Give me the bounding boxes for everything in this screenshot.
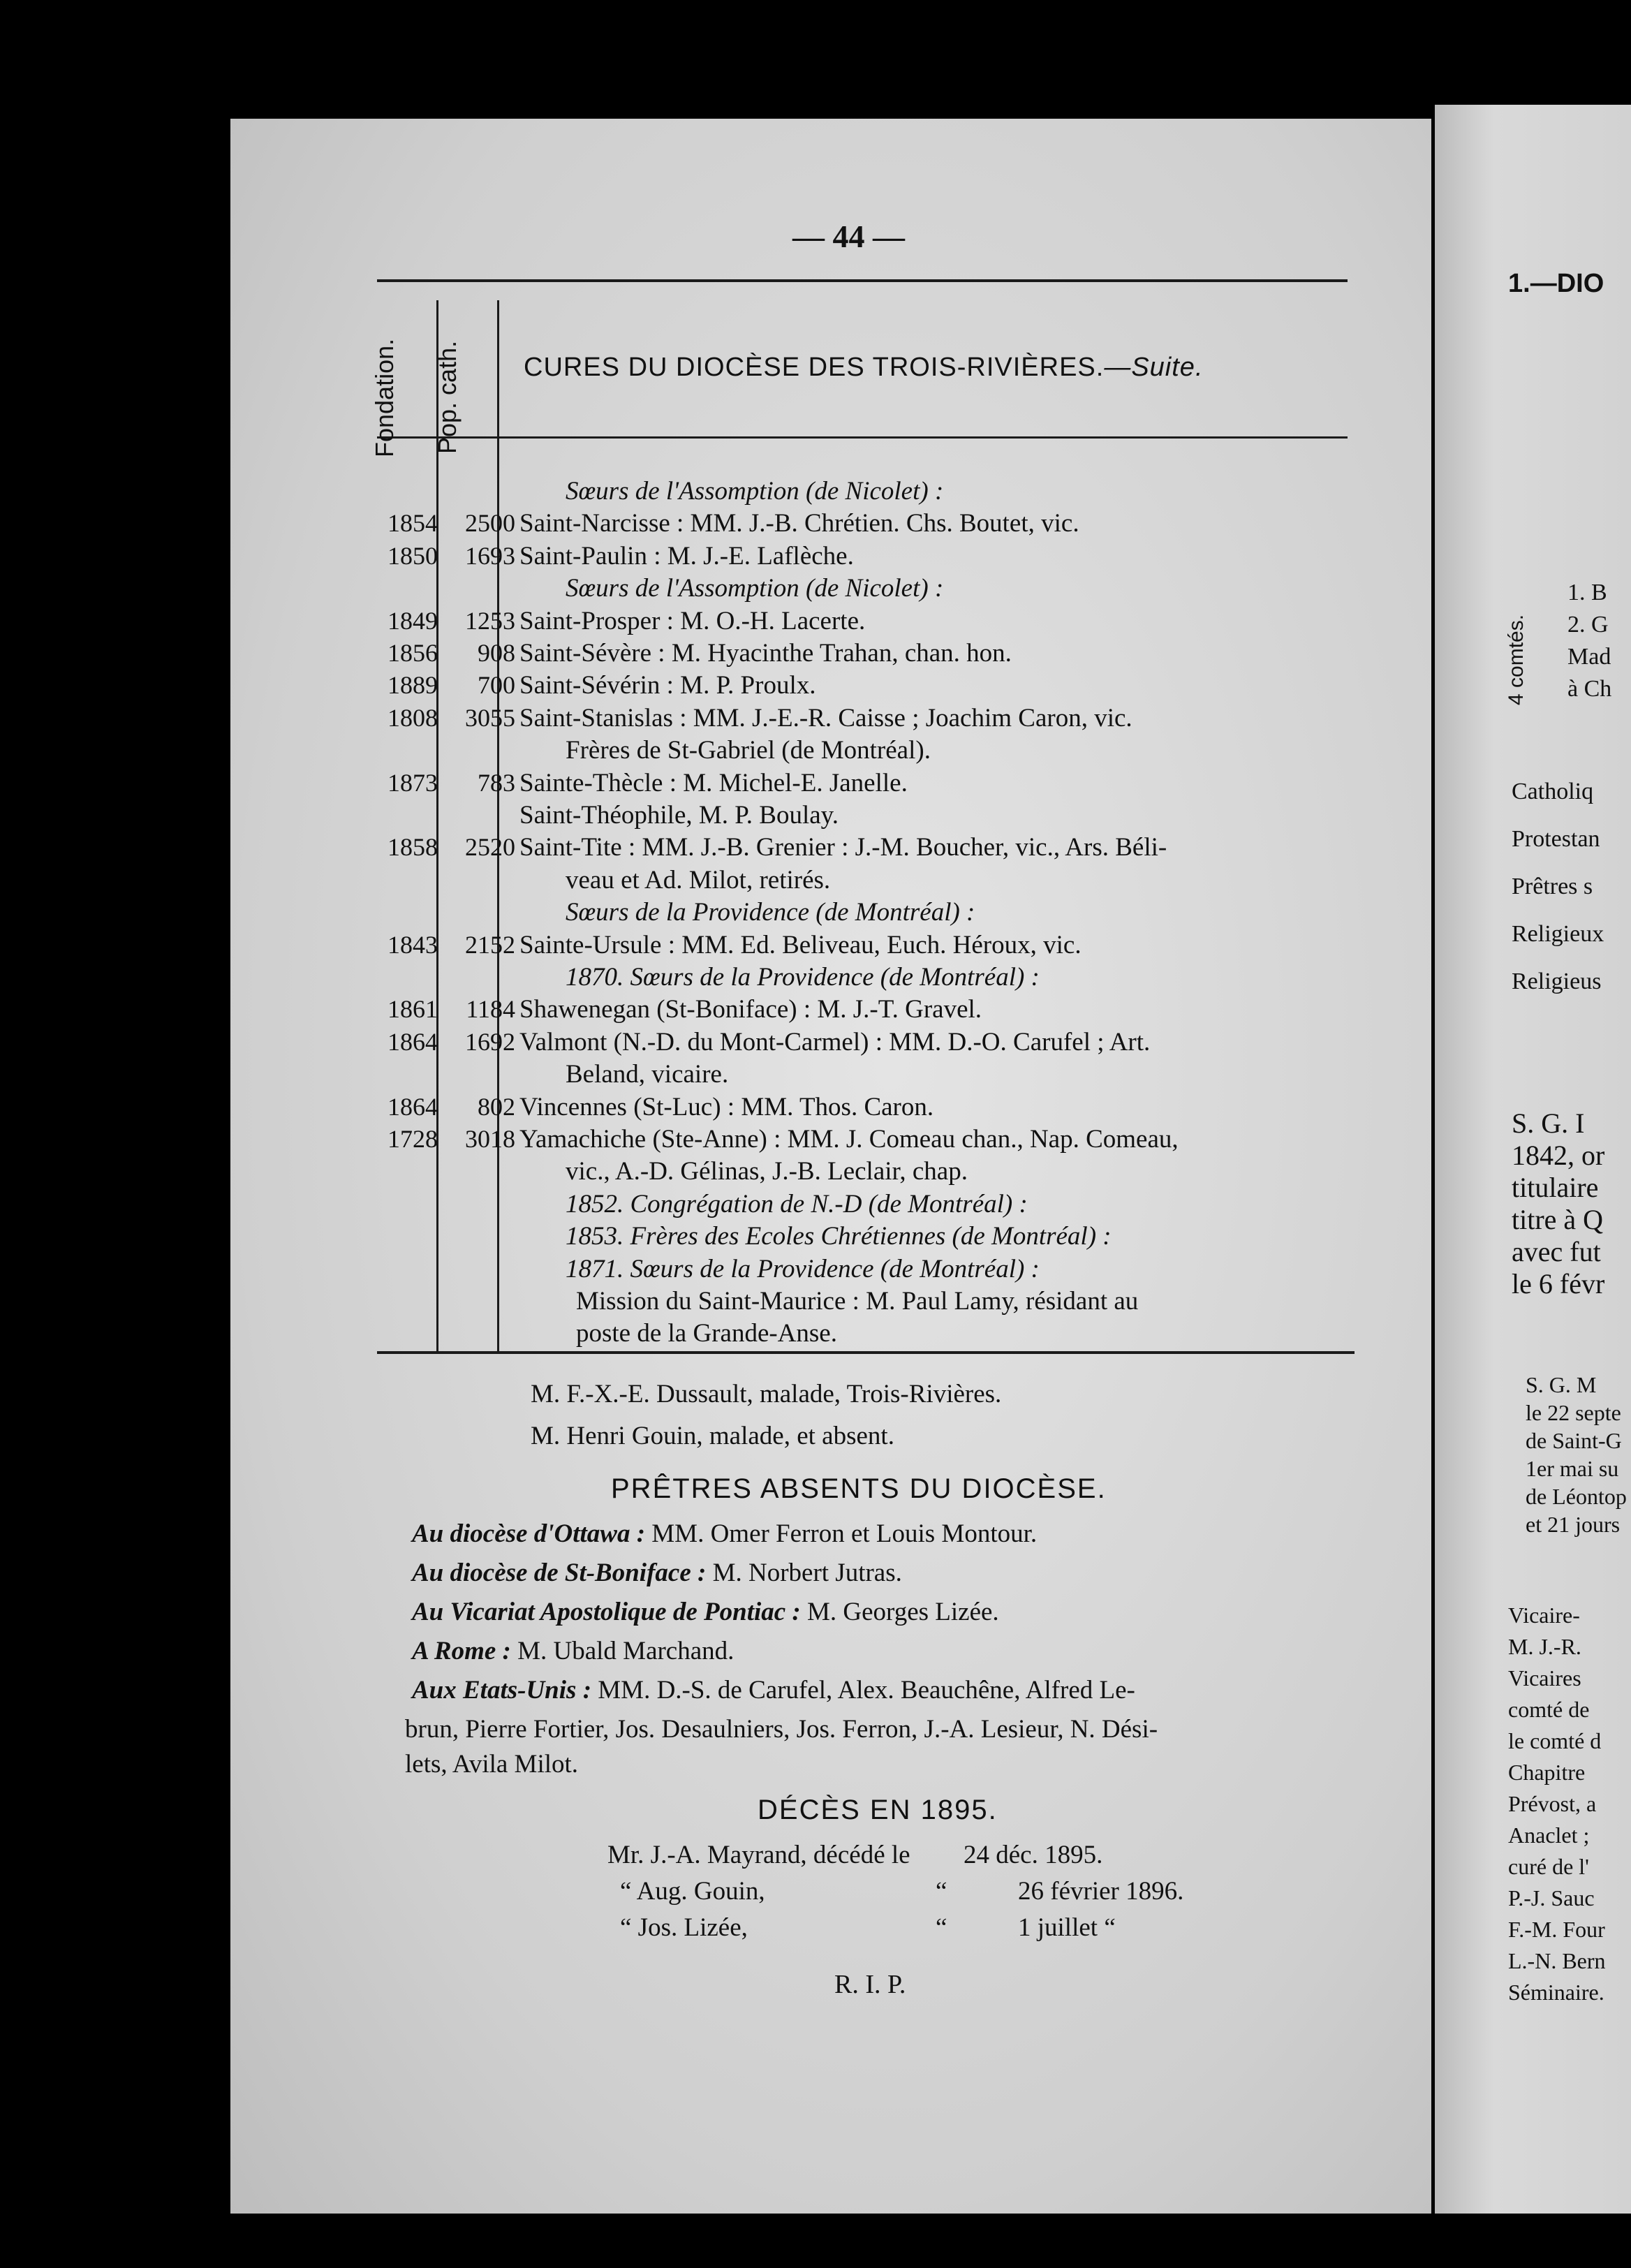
foundation-year: 1864 (388, 1092, 438, 1121)
catholic-population: 2152 (465, 930, 515, 959)
absent-section-title: PRÊTRES ABSENTS DU DIOCÈSE. (611, 1473, 1107, 1504)
right-page-county-list (1567, 580, 1631, 719)
table-row (230, 1189, 1431, 1223)
catholic-population: 1184 (466, 995, 515, 1024)
parish-entry: 1871. Sœurs de la Providence (de Montréal) : (566, 1254, 1040, 1283)
death-date: 26 février 1896. (1018, 1877, 1184, 1906)
right-page-paragraph-1 (1512, 1107, 1631, 1330)
right-page-line: Religieus (1512, 969, 1602, 994)
table-row (230, 1092, 1431, 1126)
absent-list (405, 1519, 1389, 1812)
right-page-line: curé de l' (1508, 1854, 1589, 1879)
parish-entry: Vincennes (St-Luc) : MM. Thos. Caron. (519, 1092, 934, 1121)
foundation-year: 1849 (388, 606, 438, 635)
right-page-side-label: 4 comtés. (1505, 614, 1528, 705)
parish-entry: 1852. Congrégation de N.-D (de Montréal) : (566, 1189, 1028, 1218)
right-page-line: Protestan (1512, 826, 1600, 852)
absent-names: MM. Omer Ferron et Louis Montour. (651, 1519, 1038, 1548)
foundation-year: 1889 (388, 671, 438, 700)
absent-place: Aux Etats-Unis : (412, 1676, 592, 1704)
right-page-stats (1512, 779, 1631, 1009)
right-page-line: Séminaire. (1508, 1980, 1604, 2005)
parish-entry: Saint-Tite : MM. J.-B. Grenier : J.-M. Boucher, vic., Ars. Béli- (519, 833, 1167, 862)
header-bottom-rule (377, 436, 1348, 439)
table-row (230, 1027, 1431, 1061)
table-row (230, 1254, 1431, 1288)
right-page-paragraph-3 (1508, 1603, 1631, 2022)
right-page-line: M. J.-R. (1508, 1634, 1581, 1659)
right-page-line: le 22 septe (1526, 1400, 1621, 1425)
absent-entry (412, 1558, 902, 1588)
right-page-line: titre à Q (1512, 1204, 1604, 1235)
parish-entry: Saint-Paulin : M. J.-E. Laflèche. (519, 541, 854, 570)
table-row (230, 541, 1431, 575)
parish-entry: Frères de St-Gabriel (de Montréal). (566, 736, 931, 765)
parish-entry: poste de la Grande-Anse. (576, 1319, 837, 1348)
right-page-line: 2. G (1567, 612, 1609, 638)
absent-place: Au diocèse de St-Boniface : (412, 1559, 707, 1587)
right-page-line: Chapitre (1508, 1760, 1586, 1785)
table-title-main: CURES DU DIOCÈSE DES TROIS-RIVIÈRES. (524, 353, 1105, 382)
table-row (230, 1221, 1431, 1255)
death-date: 24 déc. 1895. (964, 1841, 1103, 1869)
right-page-line: S. G. I (1512, 1107, 1585, 1139)
table-row (230, 1156, 1431, 1190)
table-row (230, 703, 1431, 737)
right-page-line: P.-J. Sauc (1508, 1885, 1595, 1910)
parish-entry: Saint-Prosper : M. O.-H. Lacerte. (519, 606, 866, 635)
catholic-population: 908 (478, 639, 515, 667)
catholic-population: 1693 (465, 541, 515, 570)
right-page-line: et 21 jours (1526, 1512, 1621, 1537)
death-name: “ Aug. Gouin, (620, 1877, 765, 1906)
catholic-population: 1253 (465, 606, 515, 635)
right-page-line: le comté d (1508, 1728, 1602, 1753)
table-row (230, 1059, 1431, 1093)
right-page-line: titulaire (1512, 1172, 1599, 1203)
absent-place: Au Vicariat Apostolique de Pontiac : (412, 1598, 801, 1626)
absent-names: M. Ubald Marchand. (517, 1637, 735, 1665)
parish-entry: veau et Ad. Milot, retirés. (566, 865, 831, 894)
right-page-paragraph-2 (1526, 1372, 1631, 1582)
table-title (524, 353, 1204, 383)
parish-entry: 1870. Sœurs de la Providence (de Montréal) : (566, 963, 1040, 992)
right-page-line: le 6 févr (1512, 1268, 1605, 1299)
table-row (230, 508, 1431, 542)
absent-continuation: brun, Pierre Fortier, Jos. Desaulniers, Jos. Ferron, J.-A. Lesieur, N. Dési- (405, 1715, 1158, 1744)
table-row (230, 962, 1431, 996)
right-page-line: 1842, or (1512, 1140, 1605, 1171)
right-page-line: Catholiq (1512, 779, 1594, 804)
parish-entry: 1853. Frères des Ecoles Chrétiennes (de Montréal) : (566, 1222, 1112, 1251)
right-page-line: 1. B (1567, 580, 1607, 605)
parish-entry: Yamachiche (Ste-Anne) : MM. J. Comeau chan., Nap. Comeau, (519, 1125, 1179, 1154)
table-row (230, 670, 1431, 704)
table-row (230, 1286, 1431, 1320)
parish-entry: Beland, vicaire. (566, 1060, 729, 1089)
table-row (230, 573, 1431, 607)
foundation-year: 1861 (388, 995, 438, 1024)
page-number: — 44 — (792, 219, 905, 254)
absent-names: M. Georges Lizée. (807, 1598, 999, 1626)
right-page-line: Prévost, a (1508, 1791, 1597, 1816)
catholic-population: 3018 (465, 1125, 515, 1153)
right-page-line: Anaclet ; (1508, 1822, 1590, 1848)
column-header-population: Pop. cath. (433, 340, 462, 454)
deaths-list (607, 1840, 1306, 1980)
right-page-line: F.-M. Four (1508, 1917, 1605, 1942)
right-page-line: Religieux (1512, 921, 1604, 947)
catholic-population: 783 (478, 768, 515, 797)
foundation-year: 1854 (388, 509, 438, 538)
table-row (230, 606, 1431, 640)
table-row (230, 1124, 1431, 1158)
parish-table (230, 476, 1431, 1349)
parish-entry: Shawenegan (St-Boniface) : M. J.-T. Gravel. (519, 995, 982, 1024)
parish-entry: Saint-Narcisse : MM. J.-B. Chrétien. Chs. Boutet, vic. (519, 509, 1079, 538)
right-page-line: L.-N. Bern (1508, 1948, 1606, 1973)
right-page-line: S. G. M (1526, 1372, 1597, 1397)
table-row (230, 735, 1431, 769)
catholic-population: 2520 (465, 833, 515, 862)
absent-continuation: lets, Avila Milot. (405, 1750, 579, 1779)
foundation-year: 1808 (388, 703, 438, 732)
table-title-suite: —Suite. (1104, 353, 1204, 382)
sick-line-1: M. F.-X.-E. Dussault, malade, Trois-Rivières. (531, 1380, 1002, 1408)
parish-entry: Mission du Saint-Maurice : M. Paul Lamy, résidant au (576, 1287, 1139, 1316)
parish-entry: vic., A.-D. Gélinas, J.-B. Leclair, chap. (566, 1157, 968, 1186)
foundation-year: 1858 (388, 833, 438, 862)
absent-entry (412, 1597, 999, 1627)
table-row (230, 800, 1431, 834)
ditto-mark: “ (936, 1913, 947, 1942)
foundation-year: 1873 (388, 768, 438, 797)
absent-place: Au diocèse d'Ottawa : (412, 1519, 646, 1548)
absent-entry (412, 1675, 1135, 1705)
table-row (230, 1318, 1431, 1352)
foundation-year: 1728 (388, 1125, 438, 1153)
parish-entry: Valmont (N.-D. du Mont-Carmel) : MM. D.-O. Carufel ; Art. (519, 1027, 1151, 1056)
right-page-line: 1er mai su (1526, 1456, 1619, 1481)
absent-names: MM. D.-S. de Carufel, Alex. Beauchêne, Alfred Le- (598, 1676, 1135, 1704)
table-row (230, 897, 1431, 931)
right-page-line: comté de (1508, 1697, 1590, 1722)
right-page-line: à Ch (1567, 676, 1612, 702)
parish-entry: Sœurs de la Providence (de Montréal) : (566, 898, 975, 927)
catholic-population: 1692 (465, 1027, 515, 1056)
absent-names: M. Norbert Jutras. (712, 1559, 902, 1587)
sick-line-2: M. Henri Gouin, malade, et absent. (531, 1422, 894, 1450)
foundation-year: 1843 (388, 930, 438, 959)
table-top-rule (377, 279, 1348, 282)
parish-entry: Sœurs de l'Assomption (de Nicolet) : (566, 574, 944, 603)
right-page-line: de Léontop (1526, 1484, 1627, 1509)
right-page-line: Vicaire- (1508, 1603, 1580, 1628)
rip: R. I. P. (834, 1970, 906, 1999)
foundation-year: 1856 (388, 639, 438, 667)
catholic-population: 2500 (465, 509, 515, 538)
table-row (230, 768, 1431, 802)
deaths-section-title: DÉCÈS EN 1895. (758, 1795, 998, 1825)
death-name: Mr. J.-A. Mayrand, décédé le (607, 1841, 910, 1869)
right-page-line: de Saint-G (1526, 1428, 1622, 1453)
parish-entry: Saint-Sévérin : M. P. Proulx. (519, 671, 816, 700)
foundation-year: 1864 (388, 1027, 438, 1056)
parish-entry: Sainte-Ursule : MM. Ed. Beliveau, Euch. Héroux, vic. (519, 930, 1082, 959)
table-row (230, 994, 1431, 1028)
right-page-line: avec fut (1512, 1236, 1601, 1267)
right-page-heading: 1.—DIO (1508, 269, 1604, 298)
parish-entry: Saint-Sévère : M. Hyacinthe Trahan, chan. hon. (519, 639, 1012, 668)
death-date: 1 juillet “ (1018, 1913, 1116, 1942)
parish-entry: Saint-Théophile, M. P. Boulay. (519, 801, 839, 830)
parish-entry: Sainte-Thècle : M. Michel-E. Janelle. (519, 768, 908, 797)
table-row (230, 638, 1431, 672)
column-header-foundation: Fondation. (370, 338, 399, 457)
catholic-population: 802 (478, 1092, 515, 1121)
parish-entry: Sœurs de l'Assomption (de Nicolet) : (566, 477, 944, 506)
right-page-line: Mad (1567, 644, 1611, 670)
catholic-population: 700 (478, 671, 515, 700)
absent-place: A Rome : (412, 1637, 511, 1665)
right-page-line: Prêtres s (1512, 874, 1593, 899)
table-row (230, 476, 1431, 510)
death-name: “ Jos. Lizée, (620, 1913, 748, 1942)
right-page-line: Vicaires (1508, 1665, 1581, 1691)
catholic-population: 3055 (465, 703, 515, 732)
table-row (230, 930, 1431, 964)
absent-entry (412, 1519, 1037, 1549)
ditto-mark: “ (936, 1877, 947, 1906)
parish-entry: Saint-Stanislas : MM. J.-E.-R. Caisse ; Joachim Caron, vic. (519, 703, 1132, 732)
table-row (230, 832, 1431, 866)
absent-entry (412, 1636, 734, 1666)
table-row (230, 865, 1431, 899)
foundation-year: 1850 (388, 541, 438, 570)
